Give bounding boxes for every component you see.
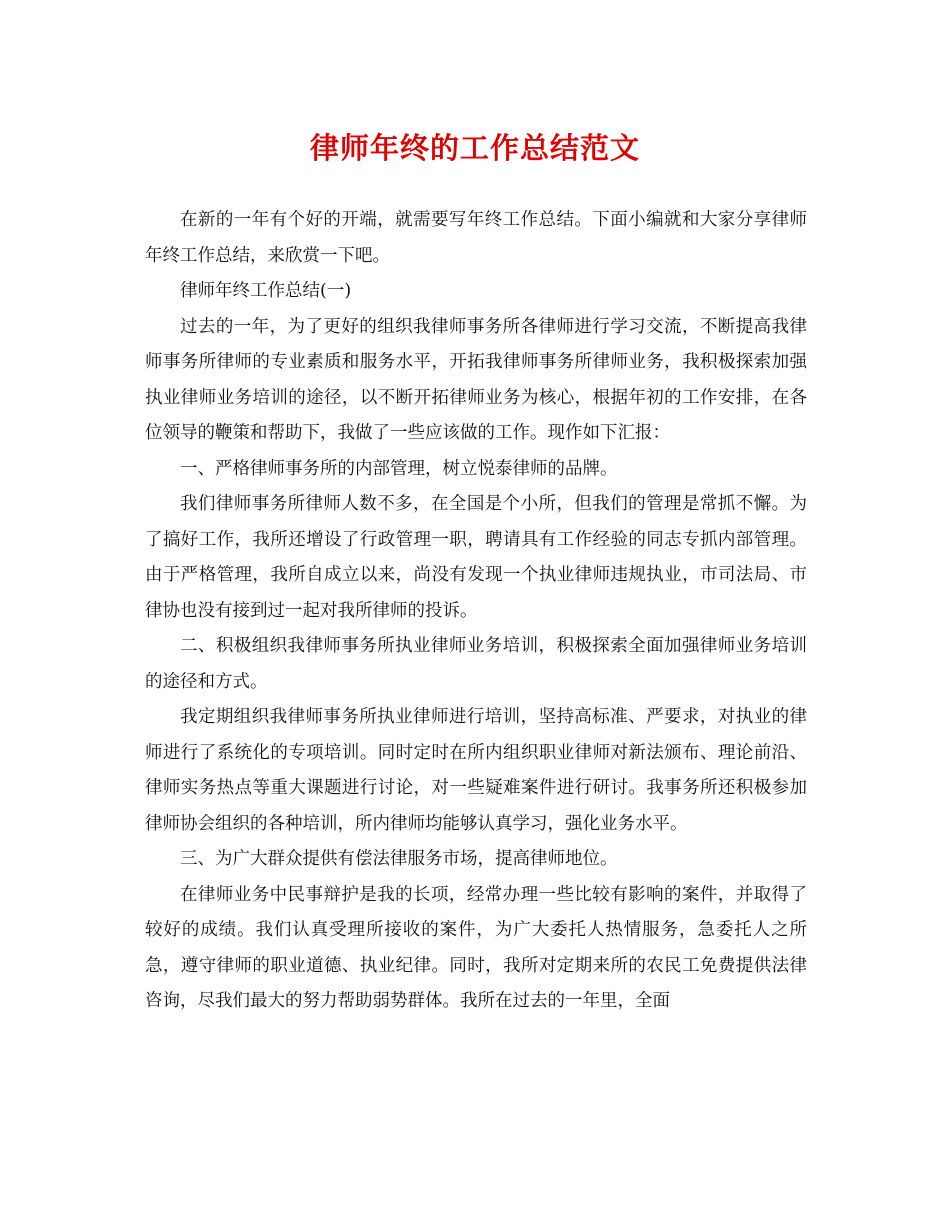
section-heading-two: 二、积极组织我律师事务所执业律师业务培训，积极探索全面加强律师业务培训的途径和方式。 — [145, 636, 807, 692]
paragraph-management: 我们律师事务所律师人数不多，在全国是个小所，但我们的管理是常抓不懈。为了搞好工作，我所还增设了行政管理一职，聘请具有工作经验的同志专抓内部管理。由于严格管理，我所自成立以来，尚没有发现一个执业律师违规执业，市司法局、市律协也没有接到过一起对我所律师的投诉。 — [145, 494, 807, 621]
paragraph-intro: 在新的一年有个好的开端，就需要写年终工作总结。下面小编就和大家分享律师年终工作总结，来欣赏一下吧。 — [145, 210, 807, 266]
paragraph-services: 在律师业务中民事辩护是我的长项，经常办理一些比较有影响的案件，并取得了较好的成绩。我们认真受理所接收的案件，为广大委托人热情服务，急委托人之所急，遵守律师的职业道德、执业纪律。同时，我所对定期来所的农民工免费提供法律咨询，尽我们最大的努力帮助弱势群体。我所在过去的一年里，全面 — [145, 884, 807, 1011]
section-heading-one: 一、严格律师事务所的内部管理，树立悦泰律师的品牌。 — [180, 458, 618, 479]
paragraph-overview: 过去的一年，为了更好的组织我律师事务所各律师进行学习交流，不断提高我律师事务所律师的专业素质和服务水平，开拓我律师事务所律师业务，我积极探索加强执业律师业务培训的途径，以不断开拓律师业务为核心，根据年初的工作安排，在各位领导的鞭策和帮助下，我做了一些应该做的工作。现作如下汇报： — [145, 316, 807, 443]
paragraph-training: 我定期组织我律师事务所执业律师进行培训，坚持高标准、严要求，对执业的律师进行了系统化的专项培训。同时定时在所内组织职业律师对新法颁布、理论前沿、律师实务热点等重大课题进行讨论，对一些疑难案件进行研讨。我事务所还积极参加律师协会组织的各种培训，所内律师均能够认真学习，强化业务水平。 — [145, 707, 807, 834]
section-heading-three: 三、为广大群众提供有偿法律服务市场，提高律师地位。 — [180, 849, 618, 869]
document-title: 律师年终的工作总结范文 — [309, 131, 640, 165]
section-heading-summary-one: 律师年终工作总结(一) — [180, 281, 352, 301]
document-body — [145, 203, 807, 1020]
